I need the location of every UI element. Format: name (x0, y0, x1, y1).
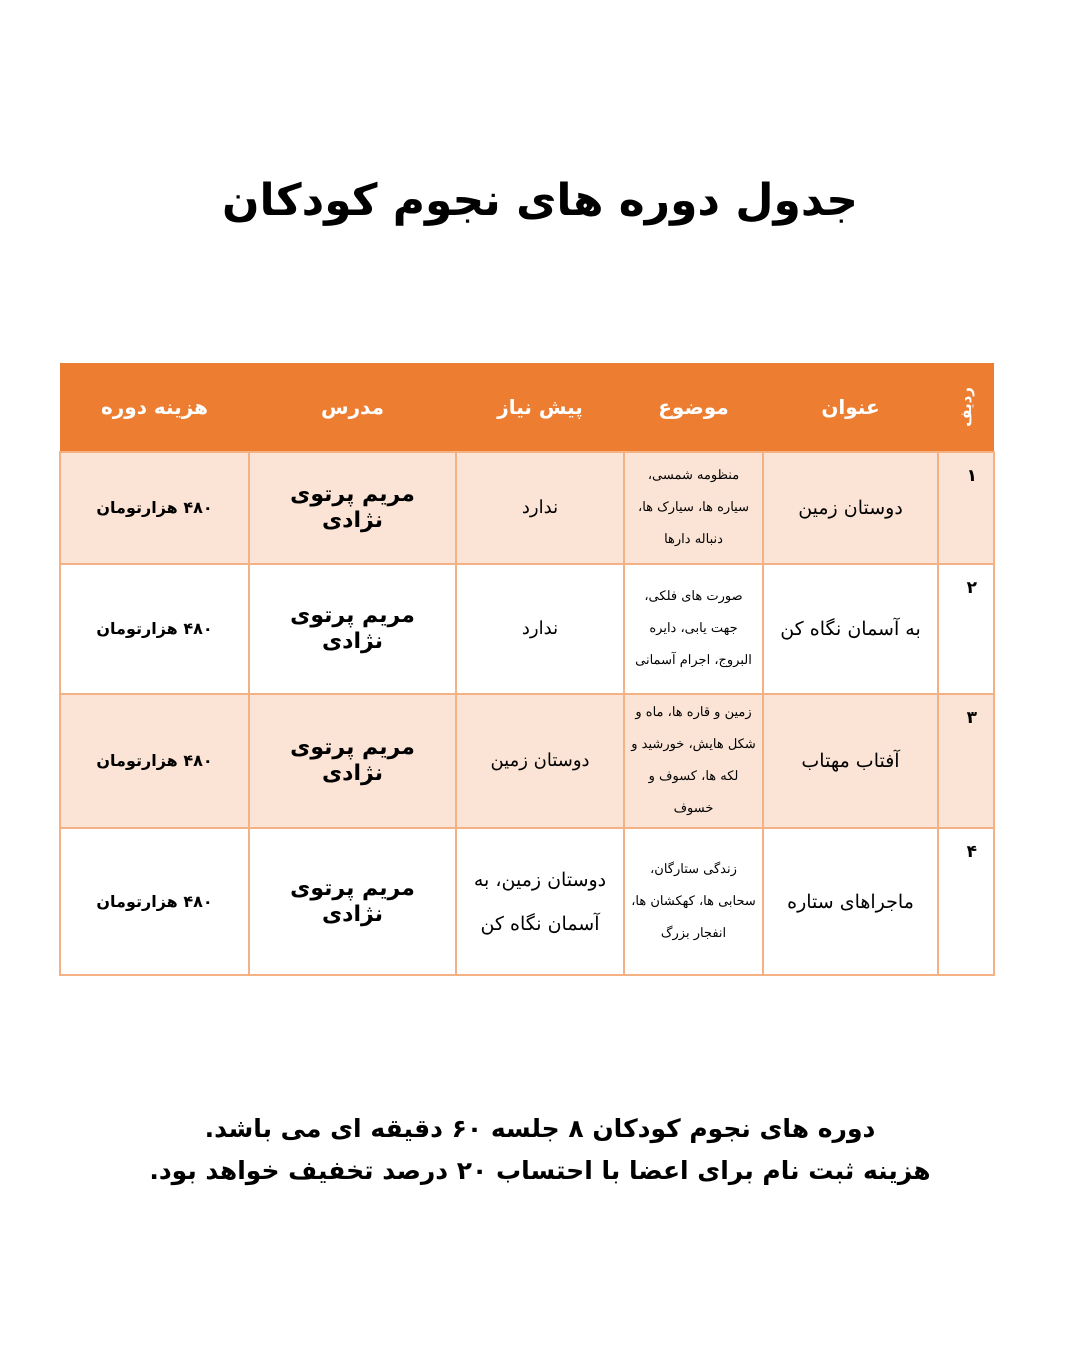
table-row (60, 694, 994, 828)
header-row-number (938, 363, 994, 452)
row-number: ۴ (938, 828, 994, 975)
course-fee: ۴۸۰ هزارتومان (60, 828, 249, 975)
course-prerequisite: ندارد (456, 564, 624, 694)
table-row (60, 452, 994, 564)
course-prerequisite: ندارد (456, 452, 624, 564)
courses-table (59, 363, 995, 976)
row-number: ۳ (938, 694, 994, 828)
course-prerequisite: دوستان زمین، به آسمان نگاه کن (456, 828, 624, 975)
course-fee: ۴۸۰ هزارتومان (60, 452, 249, 564)
table-header-row (60, 363, 994, 452)
header-teacher: مدرس (249, 363, 456, 452)
table-row (60, 564, 994, 694)
courses-table-wrapper (59, 363, 993, 976)
course-title: ماجراهای ستاره (763, 828, 938, 975)
footer-note-sessions: دوره های نجوم کودکان ۸ جلسه ۶۰ دقیقه ای می باشد. (204, 1114, 876, 1143)
header-topic: موضوع (624, 363, 763, 452)
course-teacher: مریم پرتوی نژادی (249, 828, 456, 975)
header-row-number-label: ردیف (957, 387, 975, 427)
course-topic: صورت های فلکی، جهت یابی، دایره البروج، اجرام آسمانی (624, 564, 763, 694)
table-row (60, 828, 994, 975)
header-prerequisite: پیش نیاز (456, 363, 624, 452)
course-topic: منظومه شمسی، سیاره ها، سیارک ها، دنباله دارها (624, 452, 763, 564)
footer-note-discount: هزینه ثبت نام برای اعضا با احتساب ۲۰ درصد تخفیف خواهد بود. (149, 1156, 931, 1185)
course-teacher: مریم پرتوی نژادی (249, 694, 456, 828)
course-prerequisite: دوستان زمین (456, 694, 624, 828)
course-fee: ۴۸۰ هزارتومان (60, 564, 249, 694)
page-title: جدول دوره های نجوم کودکان (221, 175, 858, 227)
header-title: عنوان (763, 363, 938, 452)
course-fee: ۴۸۰ هزارتومان (60, 694, 249, 828)
course-teacher: مریم پرتوی نژادی (249, 452, 456, 564)
course-title: دوستان زمین (763, 452, 938, 564)
course-title: آفتاب مهتاب (763, 694, 938, 828)
header-fee: هزینه دوره (60, 363, 249, 452)
footer-notes (0, 1108, 1080, 1192)
course-topic: زندگی ستارگان، سحابی ها، کهکشان ها، انفجار بزرگ (624, 828, 763, 975)
row-number: ۱ (938, 452, 994, 564)
course-title: به آسمان نگاه کن (763, 564, 938, 694)
course-teacher: مریم پرتوی نژادی (249, 564, 456, 694)
row-number: ۲ (938, 564, 994, 694)
course-topic: زمین و قاره ها، ماه و شکل هایش، خورشید و لکه ها، کسوف و خسوف (624, 694, 763, 828)
